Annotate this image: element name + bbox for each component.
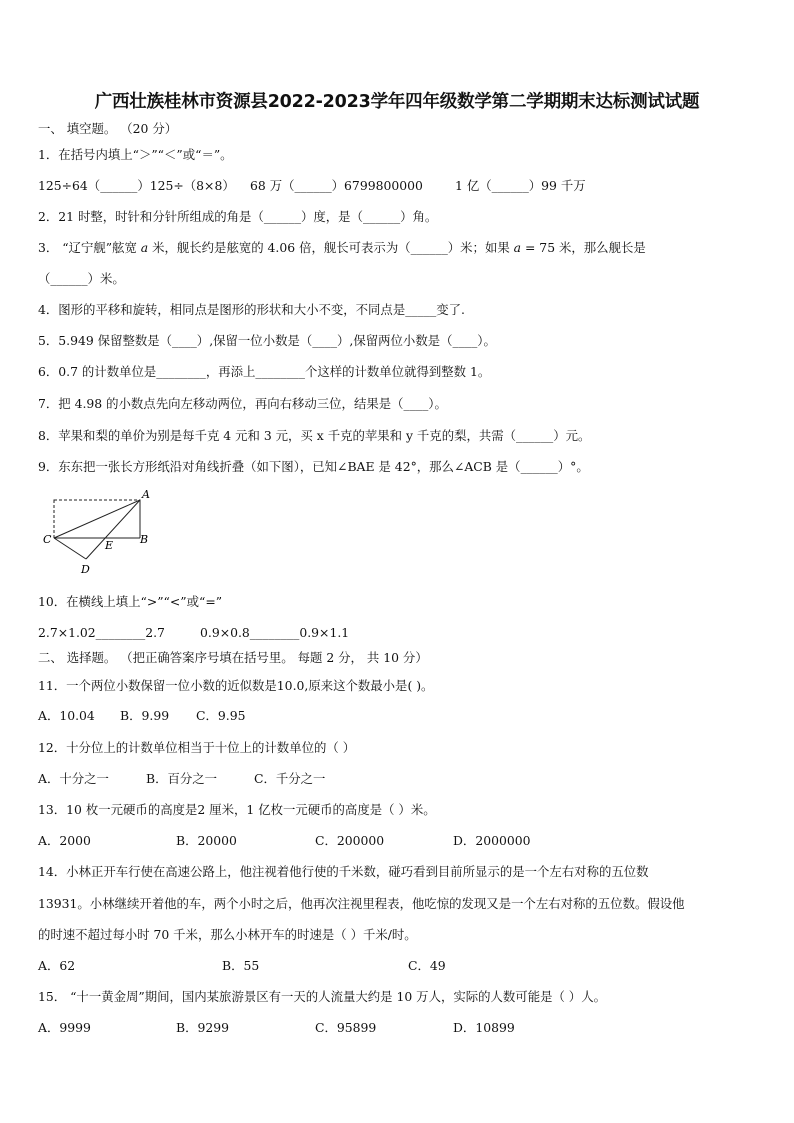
question-13-option-c: C．200000 [315,833,385,848]
label-d: D [81,563,90,576]
question-2: 2．21 时整，时针和分针所组成的角是（______）度，是（______）角。 [38,209,438,224]
question-10: 10．在横线上填上“>”“<”或“=” [38,594,223,609]
question-1-item-c: 1 亿（______）99 千万 [455,178,586,193]
section-heading-choice: 二、 选择题。 （把正确答案序号填在括号里。 每题 2 分， 共 10 分） [38,650,428,665]
question-14-line-1: 14．小林正开车行使在高速公路上，他注视着他行使的千米数，碰巧看到目前所显示的是一个左右对称的五位数 [38,864,649,879]
question-11-option-b: B．9.99 [120,708,170,723]
question-1: 1．在括号内填上“＞”“＜”或“＝”。 [38,147,233,162]
question-15-option-d: D．10899 [453,1020,515,1035]
question-15-option-b: B．9299 [176,1020,230,1035]
question-13-option-d: D．2000000 [453,833,531,848]
question-11: 11．一个两位小数保留一位小数的近似数是10.0,原来这个数最小是( )。 [38,678,434,693]
label-b: B [140,533,149,546]
question-11-option-a: A．10.04 [38,708,95,723]
question-5: 5．5.949 保留整数是（____）,保留一位小数是（____）,保留两位小数是（____）。 [38,333,496,348]
question-12-option-a: A．十分之一 [38,771,109,786]
question-10-item-a: 2.7×1.02________2.7 [38,625,165,640]
question-15: 15． “十一黄金周”期间，国内某旅游景区有一天的人流量大约是 10 万人，实际的人数可能是（ ）人。 [38,989,606,1004]
question-13-option-a: A．2000 [38,833,91,848]
question-14-line-2: 13931。小林继续开着他的车，两个小时之后，他再次注视里程表，他吃惊的发现又是一个左右对称的五位数。假设他 [38,896,685,911]
question-14-option-b: B．55 [222,958,260,973]
page-title: 广西壮族桂林市资源县2022-2023学年四年级数学第二学期期末达标测试试题 [94,92,700,112]
question-4: 4．图形的平移和旋转，相同点是图形的形状和大小不变，不同点是_____变了. [38,302,465,317]
label-a: A [142,488,150,501]
section-heading-fill-blank: 一、 填空题。 （20 分） [38,121,178,136]
question-15-option-a: A．9999 [38,1020,91,1035]
question-3-line-2: （______）米。 [38,271,125,286]
question-6: 6．0.7 的计数单位是________，再添上________个这样的计数单位就得到整数 1。 [38,364,491,379]
diagonal-ca [54,500,140,538]
question-14-line-3: 的时速不超过每小时 70 千米，那么小林开车的时速是（ ）千米/时。 [38,927,417,942]
question-10-item-b: 0.9×0.8________0.9×1.1 [200,625,350,640]
question-7: 7．把 4.98 的小数点先向左移动两位，再向右移动三位，结果是（____）。 [38,396,447,411]
question-13: 13．10 枚一元硬币的高度是2 厘米，1 亿枚一元硬币的高度是（ ）米。 [38,802,436,817]
question-14-option-c: C．49 [408,958,446,973]
question-12-option-b: B．百分之一 [146,771,218,786]
question-13-option-b: B．20000 [176,833,237,848]
label-c: C [43,533,52,546]
question-8: 8．苹果和梨的单价为别是每千克 4 元和 3 元，买 x 千克的苹果和 y 千克的梨，共需（______）元。 [38,428,591,443]
question-12: 12．十分位上的计数单位相当于十位上的计数单位的（ ） [38,740,356,755]
question-9: 9．东东把一张长方形纸沿对角线折叠（如下图），已知∠BAE 是 42°，那么∠ACB 是（______）°。 [38,459,589,474]
question-1-item-b: 68 万（______）6799800000 [250,178,423,193]
question-11-option-c: C．9.95 [196,708,246,723]
question-1-item-a: 125÷64（______）125÷（8×8） [38,178,235,193]
side-cd [54,538,86,559]
question-3-line-1: 3． “辽宁舰”舷宽 𝑎 米，舰长约是舷宽的 4.06 倍，舰长可表示为（______）米；如果 𝑎 = 75 米，那么舰长是 [38,240,646,255]
question-12-option-c: C．千分之一 [254,771,326,786]
question-14-option-a: A．62 [38,958,76,973]
fold-diagram [36,486,166,582]
question-15-option-c: C．95899 [315,1020,377,1035]
label-e: E [105,539,114,552]
